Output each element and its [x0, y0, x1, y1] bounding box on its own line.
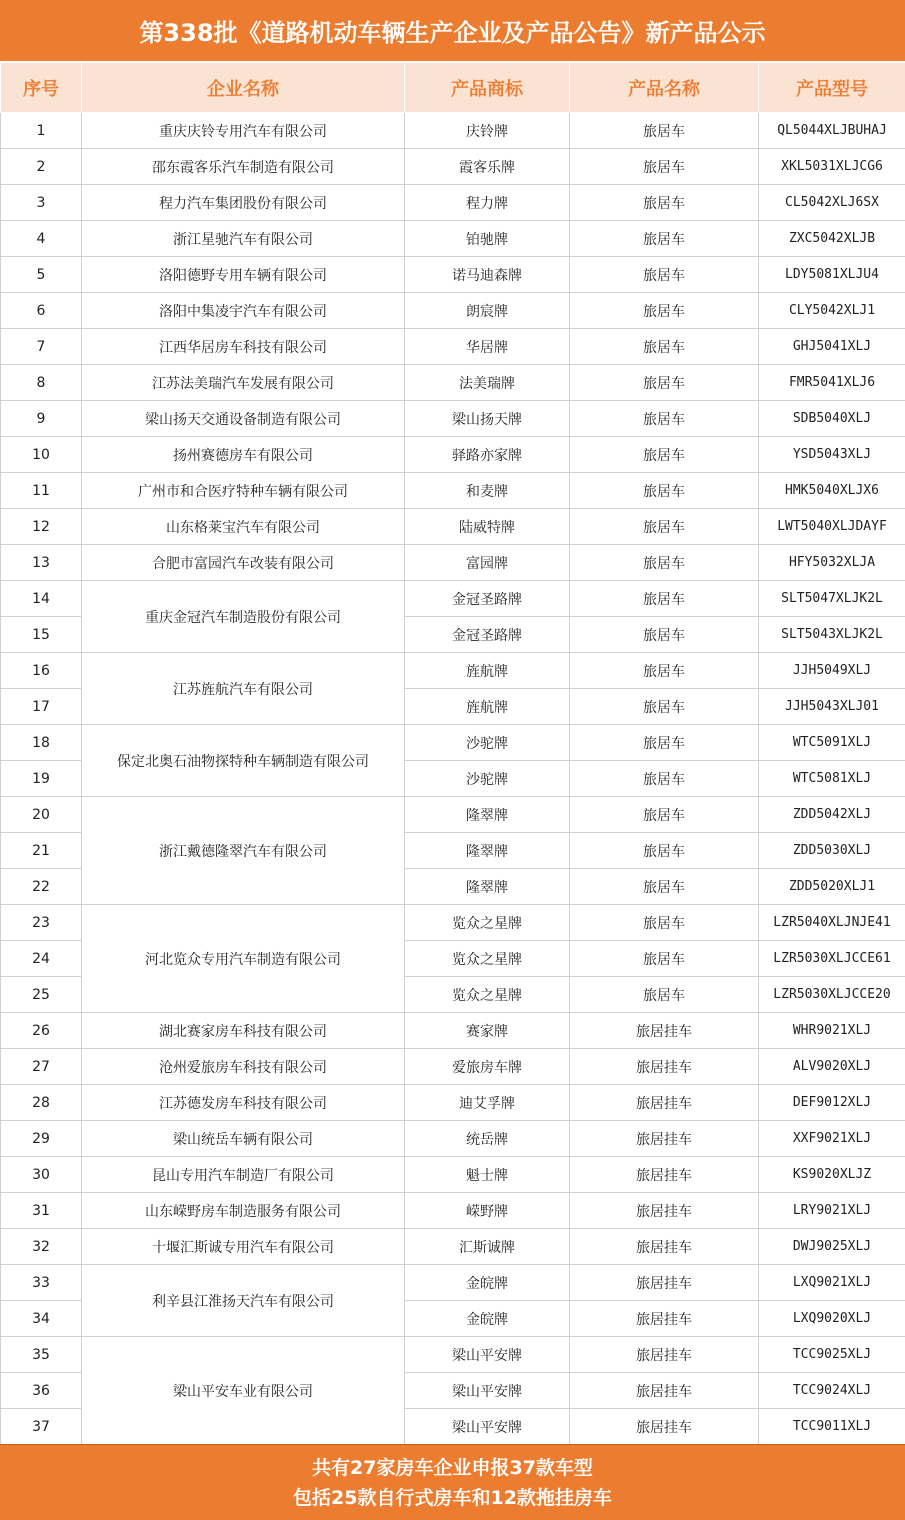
table-row [1, 581, 905, 617]
table-row [1, 401, 905, 437]
cell-company: 浙江戴德隆翠汽车有限公司 [82, 797, 405, 905]
cell-brand: 爱旅房车牌 [405, 1049, 570, 1085]
cell-company: 梁山平安车业有限公司 [82, 1337, 405, 1445]
cell-company: 利辛县江淮扬天汽车有限公司 [82, 1265, 405, 1337]
table-row [1, 1337, 905, 1373]
cell-model: TCC9024XLJ [759, 1373, 905, 1409]
cell-number: 1 [1, 113, 82, 149]
cell-brand: 霞客乐牌 [405, 149, 570, 185]
table-row [1, 905, 905, 941]
cell-model: ALV9020XLJ [759, 1049, 905, 1085]
cell-brand: 赛家牌 [405, 1013, 570, 1049]
cell-number: 29 [1, 1121, 82, 1157]
cell-company: 江苏旌航汽车有限公司 [82, 653, 405, 725]
cell-brand: 沙驼牌 [405, 761, 570, 797]
table-header [1, 63, 905, 113]
cell-number: 27 [1, 1049, 82, 1085]
cell-company: 湖北赛家房车科技有限公司 [82, 1013, 405, 1049]
table-row [1, 725, 905, 761]
table-row [1, 365, 905, 401]
cell-model: WTC5081XLJ [759, 761, 905, 797]
cell-product: 旅居车 [570, 113, 759, 149]
cell-company: 重庆金冠汽车制造股份有限公司 [82, 581, 405, 653]
cell-brand: 沙驼牌 [405, 725, 570, 761]
cell-product: 旅居车 [570, 185, 759, 221]
cell-product: 旅居车 [570, 365, 759, 401]
cell-brand: 华居牌 [405, 329, 570, 365]
header-row [1, 63, 905, 113]
cell-number: 24 [1, 941, 82, 977]
cell-model: WTC5091XLJ [759, 725, 905, 761]
cell-product: 旅居车 [570, 833, 759, 869]
cell-brand: 迪艾孚牌 [405, 1085, 570, 1121]
table-row [1, 1013, 905, 1049]
column-header-number: 序号 [1, 63, 82, 113]
cell-brand: 富园牌 [405, 545, 570, 581]
cell-product: 旅居车 [570, 293, 759, 329]
cell-product: 旅居车 [570, 545, 759, 581]
table-row [1, 1193, 905, 1229]
cell-number: 32 [1, 1229, 82, 1265]
cell-company: 合肥市富园汽车改装有限公司 [82, 545, 405, 581]
table-row [1, 113, 905, 149]
cell-product: 旅居车 [570, 725, 759, 761]
table-row [1, 509, 905, 545]
cell-number: 23 [1, 905, 82, 941]
table-row [1, 1085, 905, 1121]
table-row [1, 797, 905, 833]
table-row [1, 329, 905, 365]
cell-brand: 梁山平安牌 [405, 1373, 570, 1409]
table-row [1, 221, 905, 257]
cell-product: 旅居车 [570, 581, 759, 617]
cell-number: 17 [1, 689, 82, 725]
cell-brand: 梁山平安牌 [405, 1409, 570, 1445]
cell-model: LZR5030XLJCCE61 [759, 941, 905, 977]
cell-number: 4 [1, 221, 82, 257]
cell-company: 十堰汇斯诚专用汽车有限公司 [82, 1229, 405, 1265]
cell-model: YSD5043XLJ [759, 437, 905, 473]
cell-model: CLY5042XLJ1 [759, 293, 905, 329]
table-row [1, 257, 905, 293]
cell-model: HMK5040XLJX6 [759, 473, 905, 509]
cell-brand: 隆翠牌 [405, 833, 570, 869]
cell-product: 旅居挂车 [570, 1049, 759, 1085]
cell-model: LZR5040XLJNJE41 [759, 905, 905, 941]
cell-brand: 览众之星牌 [405, 905, 570, 941]
cell-product: 旅居车 [570, 977, 759, 1013]
table-row [1, 1121, 905, 1157]
cell-number: 12 [1, 509, 82, 545]
cell-brand: 隆翠牌 [405, 869, 570, 905]
table-row [1, 149, 905, 185]
cell-number: 22 [1, 869, 82, 905]
cell-number: 7 [1, 329, 82, 365]
cell-product: 旅居车 [570, 509, 759, 545]
cell-product: 旅居车 [570, 761, 759, 797]
cell-number: 26 [1, 1013, 82, 1049]
cell-company: 邵东霞客乐汽车制造有限公司 [82, 149, 405, 185]
cell-model: LXQ9020XLJ [759, 1301, 905, 1337]
table-row [1, 473, 905, 509]
cell-brand: 程力牌 [405, 185, 570, 221]
cell-model: LWT5040XLJDAYF [759, 509, 905, 545]
cell-company: 浙江星驰汽车有限公司 [82, 221, 405, 257]
product-table [0, 62, 905, 1445]
summary-line-2: 包括25款自行式房车和12款拖挂房车 [293, 1486, 612, 1509]
cell-brand: 庆铃牌 [405, 113, 570, 149]
cell-company: 保定北奥石油物探特种车辆制造有限公司 [82, 725, 405, 797]
column-header-product: 产品名称 [570, 63, 759, 113]
cell-number: 34 [1, 1301, 82, 1337]
cell-model: DWJ9025XLJ [759, 1229, 905, 1265]
cell-model: ZDD5042XLJ [759, 797, 905, 833]
cell-product: 旅居车 [570, 905, 759, 941]
cell-number: 10 [1, 437, 82, 473]
cell-company: 江苏德发房车科技有限公司 [82, 1085, 405, 1121]
cell-brand: 统岳牌 [405, 1121, 570, 1157]
cell-product: 旅居车 [570, 653, 759, 689]
cell-number: 35 [1, 1337, 82, 1373]
cell-product: 旅居车 [570, 473, 759, 509]
cell-company: 山东嵘野房车制造服务有限公司 [82, 1193, 405, 1229]
cell-brand: 驿路亦家牌 [405, 437, 570, 473]
table-row [1, 1157, 905, 1193]
cell-number: 6 [1, 293, 82, 329]
cell-company: 广州市和合医疗特种车辆有限公司 [82, 473, 405, 509]
cell-number: 11 [1, 473, 82, 509]
cell-brand: 梁山扬天牌 [405, 401, 570, 437]
cell-model: TCC9011XLJ [759, 1409, 905, 1445]
cell-brand: 梁山平安牌 [405, 1337, 570, 1373]
cell-product: 旅居车 [570, 257, 759, 293]
column-header-company: 企业名称 [82, 63, 405, 113]
cell-brand: 朗宸牌 [405, 293, 570, 329]
cell-product: 旅居挂车 [570, 1373, 759, 1409]
cell-product: 旅居挂车 [570, 1301, 759, 1337]
cell-company: 河北览众专用汽车制造有限公司 [82, 905, 405, 1013]
summary-line-1: 共有27家房车企业申报37款车型 [312, 1456, 593, 1479]
table-row [1, 1265, 905, 1301]
cell-model: LZR5030XLJCCE20 [759, 977, 905, 1013]
cell-model: FMR5041XLJ6 [759, 365, 905, 401]
cell-company: 梁山统岳车辆有限公司 [82, 1121, 405, 1157]
cell-number: 31 [1, 1193, 82, 1229]
cell-company: 重庆庆铃专用汽车有限公司 [82, 113, 405, 149]
cell-product: 旅居挂车 [570, 1337, 759, 1373]
cell-product: 旅居车 [570, 617, 759, 653]
table-row [1, 1229, 905, 1265]
cell-model: LRY9021XLJ [759, 1193, 905, 1229]
cell-number: 20 [1, 797, 82, 833]
cell-model: LDY5081XLJU4 [759, 257, 905, 293]
cell-product: 旅居车 [570, 941, 759, 977]
cell-product: 旅居车 [570, 689, 759, 725]
cell-company: 扬州赛德房车有限公司 [82, 437, 405, 473]
cell-number: 2 [1, 149, 82, 185]
column-header-model: 产品型号 [759, 63, 905, 113]
page-title: 第338批《道路机动车辆生产企业及产品公告》新产品公示 [0, 0, 905, 62]
cell-model: QL5044XLJBUHAJ [759, 113, 905, 149]
cell-brand: 览众之星牌 [405, 941, 570, 977]
cell-brand: 法美瑞牌 [405, 365, 570, 401]
cell-product: 旅居挂车 [570, 1265, 759, 1301]
cell-brand: 金皖牌 [405, 1265, 570, 1301]
cell-brand: 旌航牌 [405, 653, 570, 689]
cell-number: 13 [1, 545, 82, 581]
cell-number: 21 [1, 833, 82, 869]
table-row [1, 1049, 905, 1085]
cell-company: 洛阳中集凌宇汽车有限公司 [82, 293, 405, 329]
cell-model: LXQ9021XLJ [759, 1265, 905, 1301]
cell-company: 山东格莱宝汽车有限公司 [82, 509, 405, 545]
cell-model: HFY5032XLJA [759, 545, 905, 581]
cell-product: 旅居挂车 [570, 1409, 759, 1445]
cell-number: 5 [1, 257, 82, 293]
cell-company: 梁山扬天交通设备制造有限公司 [82, 401, 405, 437]
cell-number: 28 [1, 1085, 82, 1121]
cell-brand: 魁士牌 [405, 1157, 570, 1193]
cell-number: 25 [1, 977, 82, 1013]
table-row [1, 185, 905, 221]
cell-model: DEF9012XLJ [759, 1085, 905, 1121]
cell-brand: 金冠圣路牌 [405, 617, 570, 653]
cell-company: 昆山专用汽车制造厂有限公司 [82, 1157, 405, 1193]
cell-product: 旅居挂车 [570, 1157, 759, 1193]
cell-product: 旅居车 [570, 797, 759, 833]
cell-model: KS9020XLJZ [759, 1157, 905, 1193]
cell-model: GHJ5041XLJ [759, 329, 905, 365]
cell-brand: 旌航牌 [405, 689, 570, 725]
cell-brand: 诺马迪森牌 [405, 257, 570, 293]
cell-number: 37 [1, 1409, 82, 1445]
cell-product: 旅居车 [570, 221, 759, 257]
cell-product: 旅居挂车 [570, 1085, 759, 1121]
cell-company: 程力汽车集团股份有限公司 [82, 185, 405, 221]
cell-product: 旅居车 [570, 437, 759, 473]
cell-brand: 隆翠牌 [405, 797, 570, 833]
cell-model: TCC9025XLJ [759, 1337, 905, 1373]
table-row [1, 293, 905, 329]
cell-product: 旅居车 [570, 149, 759, 185]
table-body [1, 113, 905, 1445]
cell-model: WHR9021XLJ [759, 1013, 905, 1049]
cell-brand: 陆威特牌 [405, 509, 570, 545]
cell-number: 3 [1, 185, 82, 221]
cell-number: 9 [1, 401, 82, 437]
cell-number: 33 [1, 1265, 82, 1301]
cell-company: 江西华居房车科技有限公司 [82, 329, 405, 365]
cell-number: 14 [1, 581, 82, 617]
table-row [1, 545, 905, 581]
cell-number: 15 [1, 617, 82, 653]
cell-model: SDB5040XLJ [759, 401, 905, 437]
cell-product: 旅居挂车 [570, 1229, 759, 1265]
cell-model: ZDD5020XLJ1 [759, 869, 905, 905]
cell-model: ZDD5030XLJ [759, 833, 905, 869]
cell-brand: 金皖牌 [405, 1301, 570, 1337]
cell-number: 8 [1, 365, 82, 401]
cell-brand: 铂驰牌 [405, 221, 570, 257]
column-header-brand: 产品商标 [405, 63, 570, 113]
cell-company: 洛阳德野专用车辆有限公司 [82, 257, 405, 293]
cell-product: 旅居挂车 [570, 1121, 759, 1157]
cell-model: XKL5031XLJCG6 [759, 149, 905, 185]
cell-brand: 览众之星牌 [405, 977, 570, 1013]
cell-number: 18 [1, 725, 82, 761]
cell-brand: 嵘野牌 [405, 1193, 570, 1229]
cell-company: 江苏法美瑞汽车发展有限公司 [82, 365, 405, 401]
table-row [1, 653, 905, 689]
cell-brand: 汇斯诚牌 [405, 1229, 570, 1265]
cell-model: CL5042XLJ6SX [759, 185, 905, 221]
cell-product: 旅居车 [570, 329, 759, 365]
cell-model: SLT5043XLJK2L [759, 617, 905, 653]
cell-brand: 和麦牌 [405, 473, 570, 509]
cell-product: 旅居车 [570, 401, 759, 437]
cell-brand: 金冠圣路牌 [405, 581, 570, 617]
cell-number: 36 [1, 1373, 82, 1409]
table-row [1, 437, 905, 473]
cell-model: ZXC5042XLJB [759, 221, 905, 257]
cell-model: SLT5047XLJK2L [759, 581, 905, 617]
summary-footer [0, 1444, 905, 1520]
cell-product: 旅居挂车 [570, 1013, 759, 1049]
cell-number: 19 [1, 761, 82, 797]
cell-product: 旅居车 [570, 869, 759, 905]
cell-company: 沧州爱旅房车科技有限公司 [82, 1049, 405, 1085]
cell-product: 旅居挂车 [570, 1193, 759, 1229]
cell-number: 30 [1, 1157, 82, 1193]
cell-model: JJH5043XLJ01 [759, 689, 905, 725]
cell-model: JJH5049XLJ [759, 653, 905, 689]
cell-number: 16 [1, 653, 82, 689]
cell-model: XXF9021XLJ [759, 1121, 905, 1157]
